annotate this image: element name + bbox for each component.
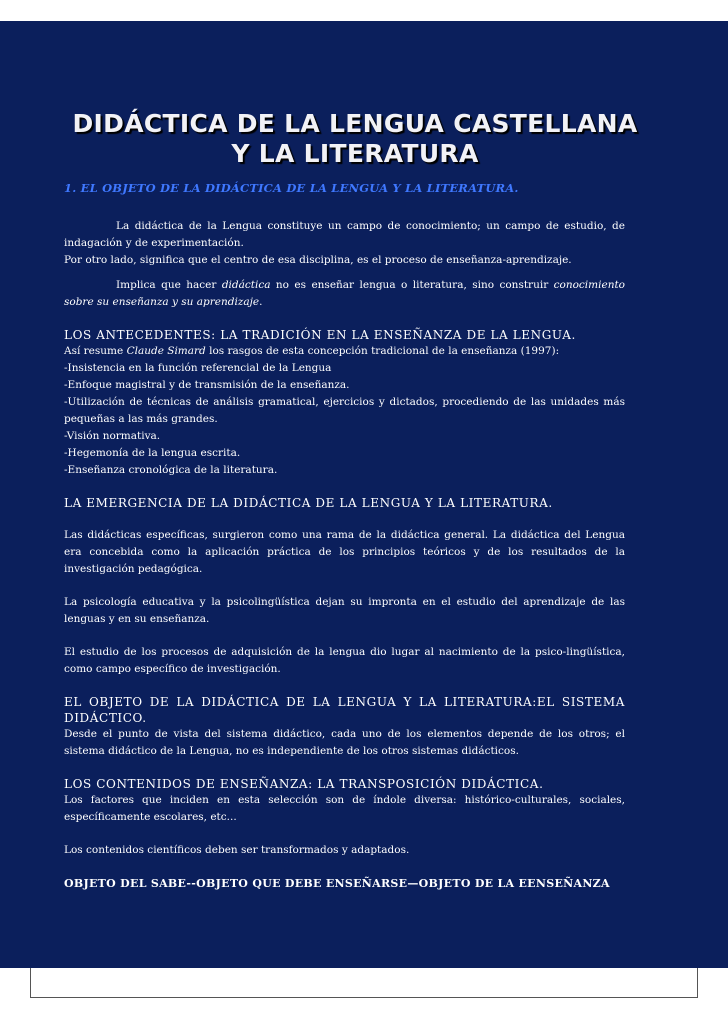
paragraph: El estudio de los procesos de adquisición de la lengua dio lugar al nacimiento de la psico-lingüística, como campo específico de investigación. (64, 646, 625, 675)
list-item: -Hegemonía de la lengua escrita. (64, 447, 241, 459)
list-item: -Insistencia en la función referencial de la Lengua (64, 362, 332, 374)
document-title: DIDÁCTICA DE LA LENGUA CASTELLANA Y LA LITERATURA (72, 109, 638, 168)
section-heading-objeto: 1. EL OBJETO DE LA DIDÁCTICA DE LA LENGUA Y LA LITERATURA. (64, 181, 519, 195)
paragraph: Los factores que inciden en esta selección son de índole diversa: histórico-culturales, sociales, específicamente escolares, etc... (64, 794, 625, 823)
list-item: -Visión normativa. (64, 430, 161, 442)
paragraph: Así resume Claude Simard los rasgos de esta concepción tradicional de la enseñanza (1997): (64, 345, 560, 357)
paragraph: Implica que hacer didáctica no es enseñar lengua o literatura, sino construir conocimiento sobre su enseñanza y su aprendizaje. (64, 279, 625, 308)
paragraph: La psicología educativa y la psicolingüística dejan su impronta en el estudio del aprendizaje de las lenguas y en su enseñanza. (64, 596, 625, 625)
list-item: -Utilización de técnicas de análisis gramatical, ejercicios y dictados, procediendo de las unidades más pequeñas a las más grandes. (64, 396, 625, 425)
document-body (64, 180, 625, 892)
section-heading-contenidos: LOS CONTENIDOS DE ENSEÑANZA: LA TRANSPOSICIÓN DIDÁCTICA. (64, 777, 544, 791)
paragraph: Los contenidos científicos deben ser transformados y adaptados. (64, 844, 410, 856)
list-item: -Enfoque magistral y de transmisión de la enseñanza. (64, 379, 350, 391)
paragraph: Desde el punto de vista del sistema didáctico, cada uno de los elementos depende de los otros; el sistema didáctico de la Lengua, no es independiente de los otros sistemas didácticos. (64, 728, 625, 757)
list-item: -Enseñanza cronológica de la literatura. (64, 464, 278, 476)
section-heading-sistema: EL OBJETO DE LA DIDÁCTICA DE LA LENGUA Y LA LITERATURA:EL SISTEMA DIDÁCTICO. (64, 695, 625, 725)
paragraph: Las didácticas específicas, surgieron como una rama de la didáctica general. La didáctica del Lengua era concebida como la aplicación práctica de los principios teóricos y de los resultados de la investigación pedagógica. (64, 529, 625, 575)
paragraph: Por otro lado, significa que el centro de esa disciplina, es el proceso de enseñanza-aprendizaje. (64, 254, 572, 266)
paragraph: La didáctica de la Lengua constituye un campo de conocimiento; un campo de estudio, de indagación y de experimentación. (64, 220, 625, 249)
section-heading-objeto-del-saber: OBJETO DEL SABE--OBJETO QUE DEBE ENSEÑARSE—OBJETO DE LA EENSEÑANZA (64, 877, 610, 890)
section-heading-emergencia: LA EMERGENCIA DE LA DIDÁCTICA DE LA LENGUA Y LA LITERATURA. (64, 496, 553, 510)
section-heading-antecedentes: LOS ANTECEDENTES: LA TRADICIÓN EN LA ENSEÑANZA DE LA LENGUA. (64, 328, 576, 342)
